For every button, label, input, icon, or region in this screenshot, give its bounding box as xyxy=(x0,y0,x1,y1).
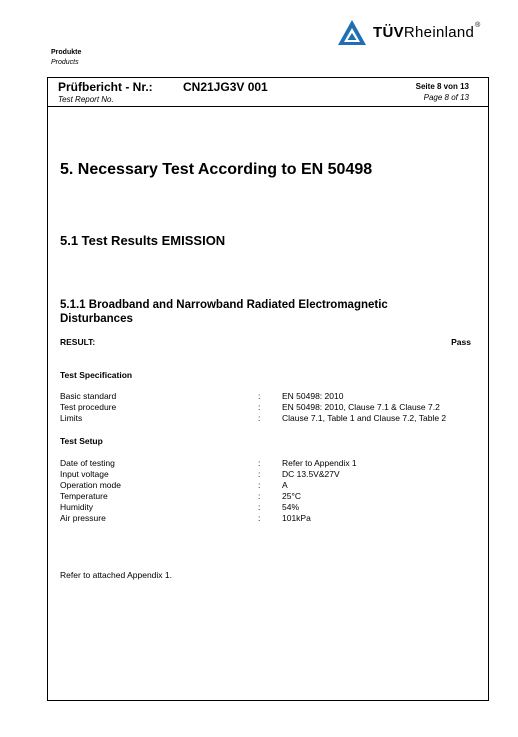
setup-separator: : xyxy=(258,458,261,468)
products-label: Products xyxy=(51,59,79,66)
logo-brand-bold: TÜV xyxy=(373,24,404,41)
spec-separator: : xyxy=(258,413,261,423)
spec-key: Test procedure xyxy=(60,402,117,412)
spec-key: Limits xyxy=(60,413,83,423)
page-indicator-en: Page 8 of 13 xyxy=(423,93,469,102)
tuv-rheinland-logo xyxy=(337,19,487,47)
logo-wordmark xyxy=(373,24,481,41)
setup-row xyxy=(60,491,480,502)
logo-registered-mark: ® xyxy=(475,22,481,29)
section-heading: 5. Necessary Test According to EN 50498 xyxy=(60,161,373,178)
test-specification-table xyxy=(60,391,480,424)
setup-value: Refer to Appendix 1 xyxy=(282,458,357,468)
setup-separator: : xyxy=(258,502,261,512)
setup-row xyxy=(60,480,480,491)
setup-key: Date of testing xyxy=(60,458,115,468)
spec-value: EN 50498: 2010 xyxy=(282,391,344,401)
subsection-heading: 5.1 Test Results EMISSION xyxy=(60,233,226,248)
setup-value: 101kPa xyxy=(282,513,311,523)
setup-key: Humidity xyxy=(60,502,94,512)
test-setup-title: Test Setup xyxy=(60,436,103,446)
setup-key: Input voltage xyxy=(60,469,109,479)
tuv-triangle-logo-icon xyxy=(337,19,367,47)
report-number-label: Prüfbericht - Nr.: xyxy=(58,80,153,94)
spec-value: Clause 7.1, Table 1 and Clause 7.2, Table 2 xyxy=(282,413,447,423)
test-specification-title: Test Specification xyxy=(60,370,133,380)
setup-key: Air pressure xyxy=(60,513,106,523)
setup-value: 54% xyxy=(282,502,300,512)
setup-value: 25°C xyxy=(282,491,301,501)
test-setup-table xyxy=(60,458,480,524)
result-value: Pass xyxy=(451,337,471,347)
appendix-note: Refer to attached Appendix 1. xyxy=(60,570,172,580)
spec-row xyxy=(60,402,480,413)
setup-separator: : xyxy=(258,480,261,490)
header-divider xyxy=(47,106,489,107)
page-indicator-de: Seite 8 von 13 xyxy=(415,82,469,91)
spec-row xyxy=(60,391,480,402)
result-label: RESULT: xyxy=(60,337,96,347)
setup-key: Temperature xyxy=(60,491,108,501)
setup-key: Operation mode xyxy=(60,480,121,490)
spec-row xyxy=(60,413,480,424)
setup-row xyxy=(60,458,480,469)
setup-row xyxy=(60,469,480,480)
spec-separator: : xyxy=(258,391,261,401)
sub-subsection-heading: 5.1.1 Broadband and Narrowband Radiated Electromagnetic Disturbances xyxy=(60,299,388,325)
spec-key: Basic standard xyxy=(60,391,117,401)
setup-separator: : xyxy=(258,469,261,479)
setup-value: A xyxy=(282,480,288,490)
report-number: CN21JG3V 001 xyxy=(183,80,268,94)
setup-value: DC 13.5V&27V xyxy=(282,469,340,479)
setup-separator: : xyxy=(258,513,261,523)
spec-value: EN 50498: 2010, Clause 7.1 & Clause 7.2 xyxy=(282,402,440,412)
logo-brand-rest: Rheinland xyxy=(403,24,475,41)
spec-separator: : xyxy=(258,402,261,412)
setup-row xyxy=(60,513,480,524)
setup-row xyxy=(60,502,480,513)
produkte-label: Produkte xyxy=(51,49,82,56)
report-number-label-en: Test Report No. xyxy=(58,95,114,104)
setup-separator: : xyxy=(258,491,261,501)
